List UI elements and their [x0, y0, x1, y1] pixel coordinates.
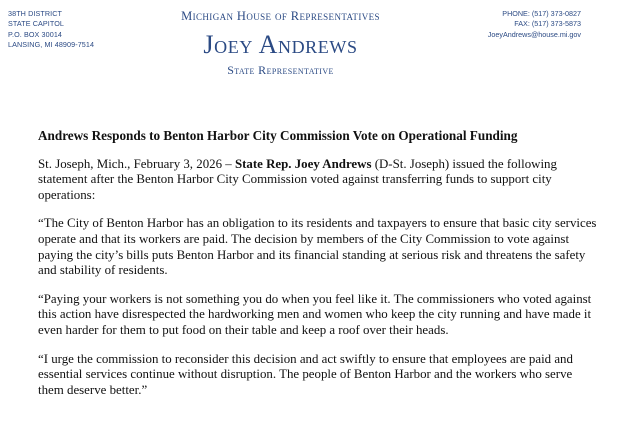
contact-info: [488, 9, 581, 40]
quote-paragraph: “The City of Benton Harbor has an obligation to its residents and taxpayers to ensure that basic city services operate and that its workers are paid. The decision by members of the City Commission to vote against paying the city’s bills puts Benton Harbor and its financial standing at serious risk and threatens the safety and stability of residents.: [38, 216, 597, 278]
fax: FAX: (517) 373-5873: [514, 19, 581, 29]
letterhead-center: [0, 8, 561, 78]
representative-title: State Representative: [227, 63, 334, 77]
address-line: LANSING, MI 48909-7514: [8, 39, 95, 49]
headline: Andrews Responds to Benton Harbor City Commission Vote on Operational Funding: [38, 128, 518, 143]
house-name: Michigan House of Representatives: [181, 9, 380, 23]
address-line: P.O. BOX 30014: [8, 29, 63, 39]
rep-bold: State Rep. Joey Andrews: [234, 156, 372, 171]
quote-paragraph: “Paying your workers is not something you do when you feel like it. The commissioners who voted against this action have disrespected the hardworking men and women who keep the city running and have made it even harder for them to put food on their table and keep a roof over their heads.: [38, 291, 592, 337]
intro-rest: (D-St. Joseph) issued the following statement after the Benton Harbor City Commission voted against transferring funds to support city operations:: [38, 156, 557, 202]
email: JoeyAndrews@house.mi.gov: [487, 29, 581, 39]
address-line: 38TH DISTRICT: [8, 9, 63, 18]
press-release: [38, 128, 598, 411]
address-line: STATE CAPITOL: [8, 19, 65, 29]
quote-paragraph: “I urge the commission to reconsider this decision and act swiftly to ensure that employees are paid and essential services continue without disruption. The people of Benton Harbor and the workers who serve them deserve better.”: [38, 351, 573, 397]
representative-name: Joey Andrews: [203, 30, 358, 59]
intro-paragraph: [38, 157, 598, 204]
phone: PHONE: (517) 373-0827: [502, 9, 581, 18]
dateline: St. Joseph, Mich., February 3, 2026 –: [38, 156, 235, 171]
